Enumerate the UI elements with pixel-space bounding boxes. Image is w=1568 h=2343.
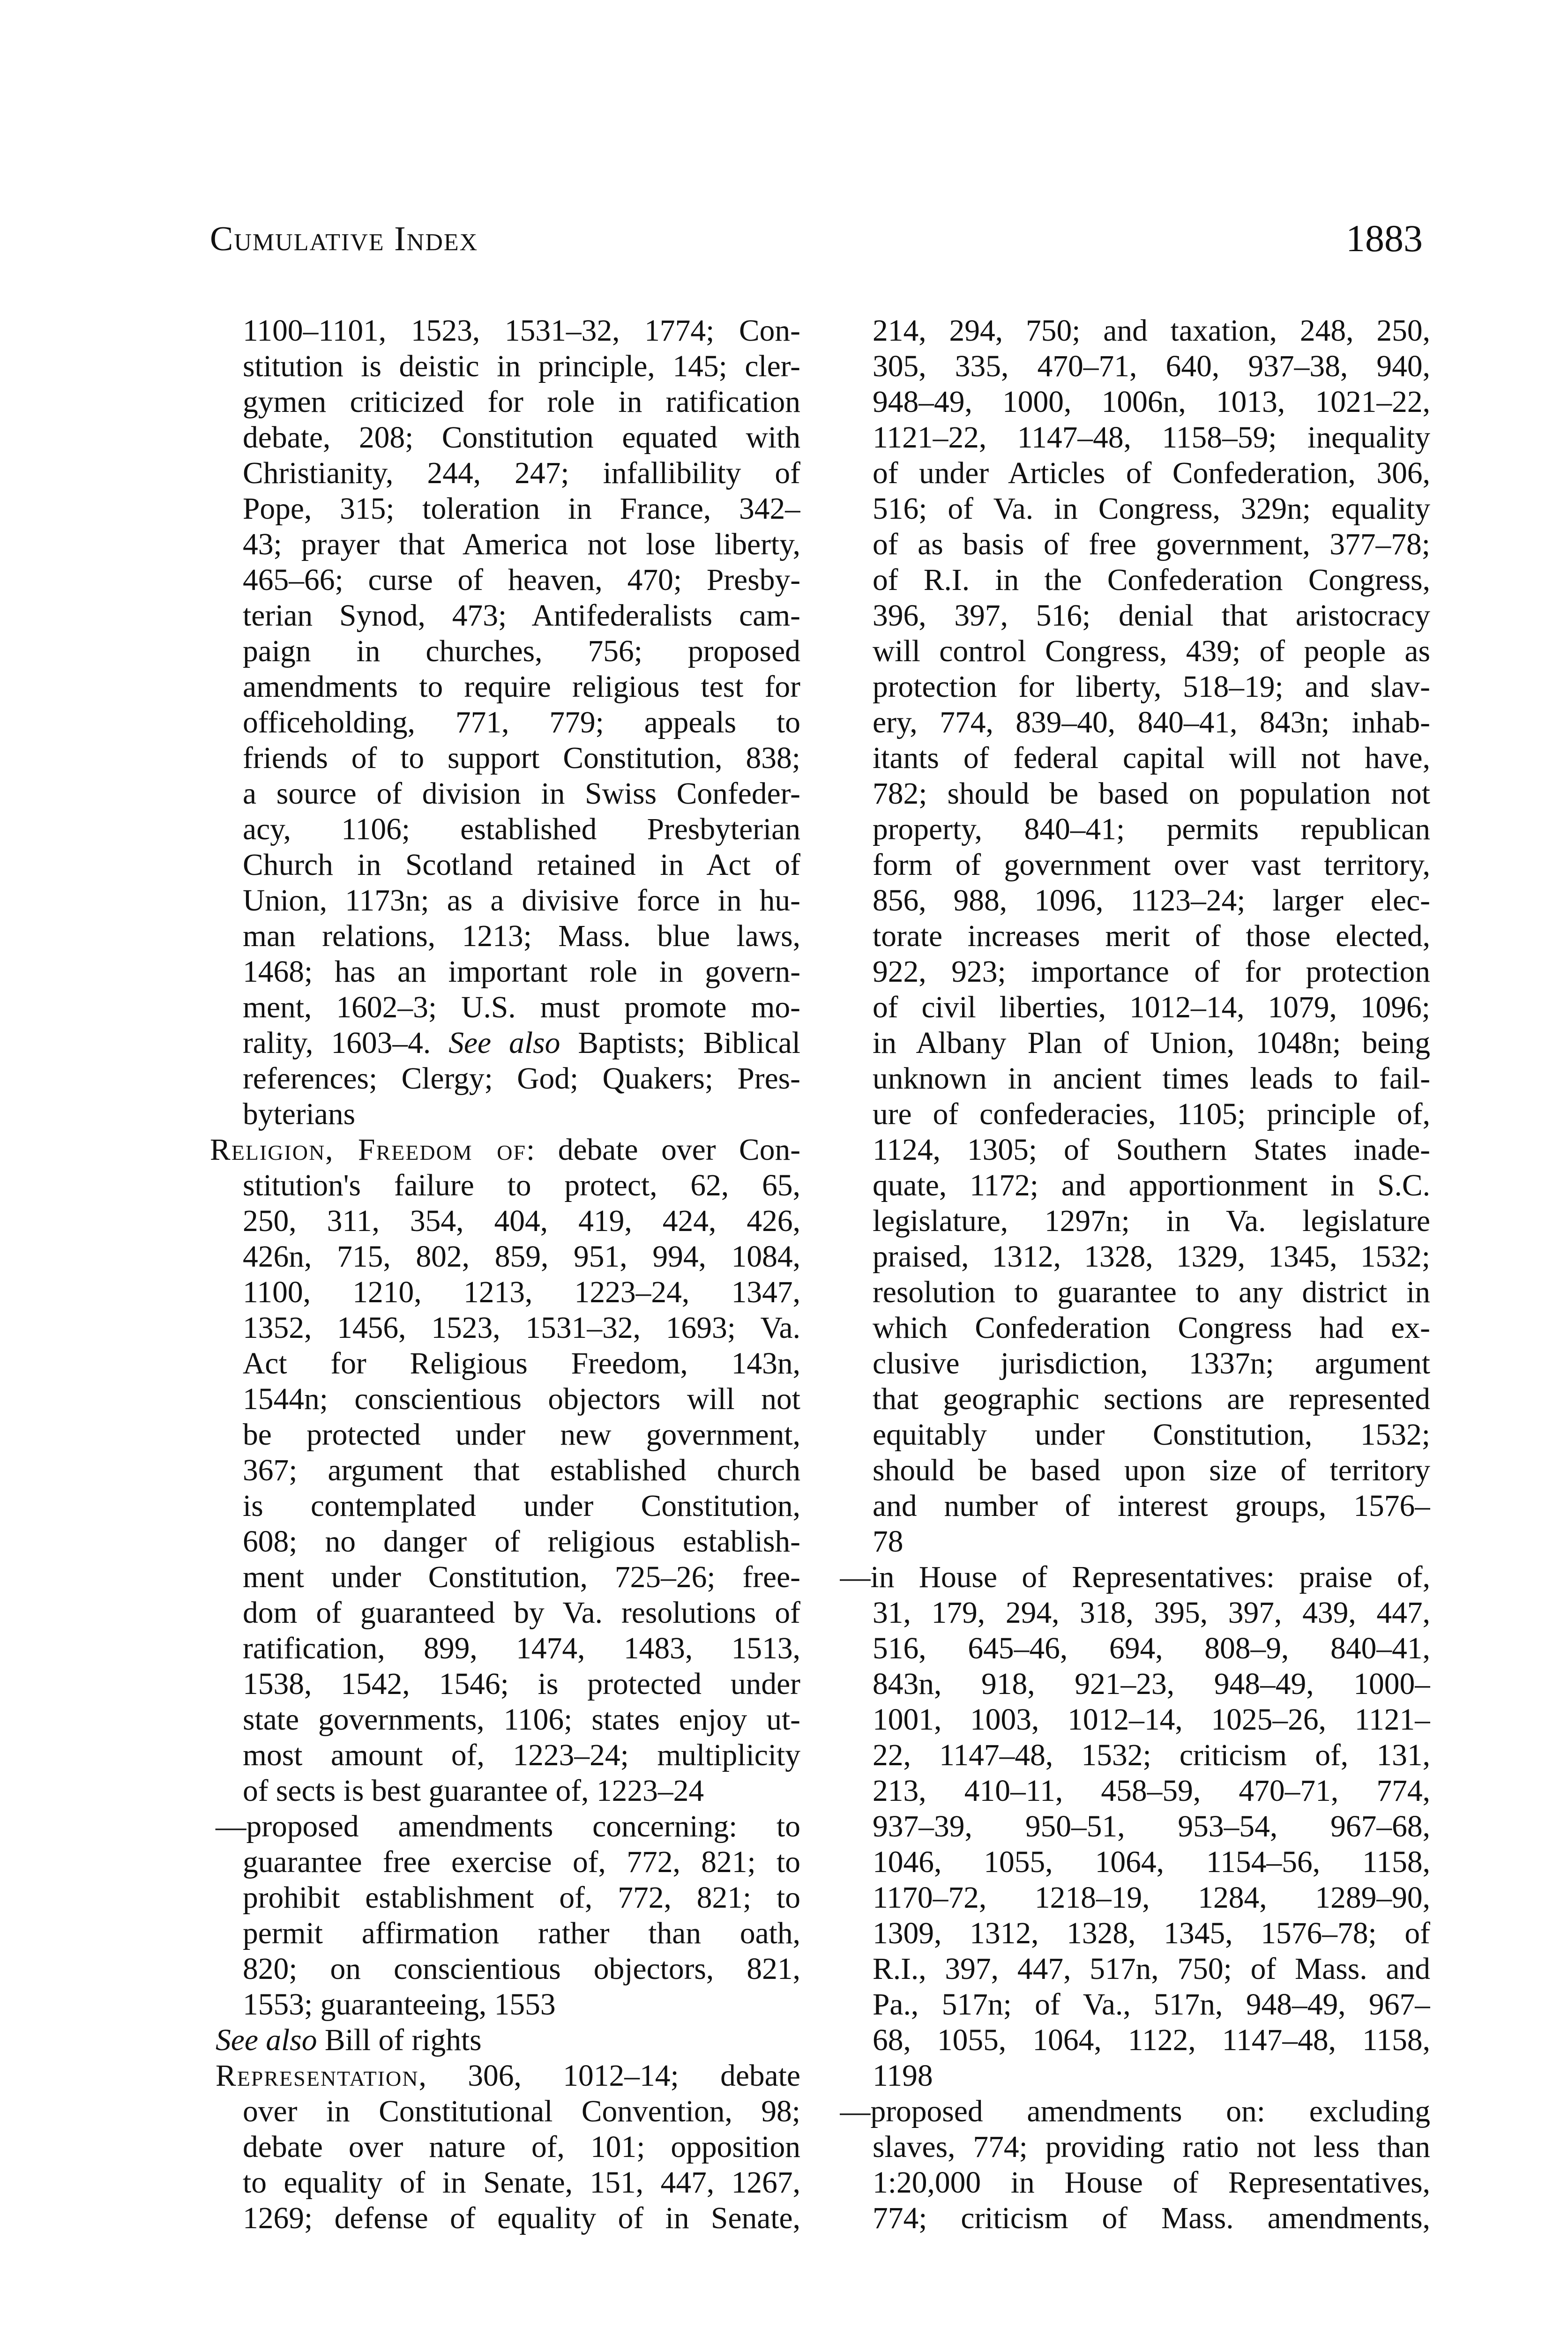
index-line (840, 313, 1430, 349)
index-text: unknown in ancient times leads to fail- (873, 1062, 1430, 1096)
index-text: acy, 1106; established Presbyterian (243, 813, 800, 846)
index-line (840, 1987, 1430, 2022)
index-line (840, 1417, 1430, 1453)
index-text: 22, 1147–48, 1532; criticism of, 131, (873, 1739, 1430, 1772)
index-line (840, 847, 1430, 883)
index-line (210, 1381, 800, 1417)
index-line (840, 1844, 1430, 1880)
index-text: that geographic sections are represented (873, 1382, 1430, 1416)
index-text: Christianity, 244, 247; infallibility of (243, 456, 800, 490)
index-text: 31, 179, 294, 318, 395, 397, 439, 447, (873, 1596, 1430, 1630)
index-text: —in House of Representatives: praise of, (840, 1560, 1430, 1594)
index-text: —proposed amendments on: excluding (840, 2095, 1430, 2128)
index-text: of as basis of free government, 377–78; (873, 528, 1430, 561)
index-text: a source of division in Swiss Confeder- (243, 777, 800, 811)
index-line (210, 1346, 800, 1381)
index-line (840, 883, 1430, 918)
index-text: , 306, 1012–14; debate (418, 2059, 800, 2093)
index-text: in Albany Plan of Union, 1048n; being (873, 1026, 1430, 1060)
index-line (210, 1809, 800, 1844)
index-text: man relations, 1213; Mass. blue laws, (243, 919, 800, 953)
index-line (840, 1595, 1430, 1631)
index-text: 1544n; conscientious objectors will not (243, 1382, 800, 1416)
index-text: 1100, 1210, 1213, 1223–24, 1347, (243, 1276, 800, 1309)
index-line (210, 527, 800, 562)
index-line (840, 1880, 1430, 1916)
index-text: praised, 1312, 1328, 1329, 1345, 1532; (873, 1240, 1430, 1274)
cross-reference-label: See also (448, 1026, 560, 1060)
index-line (840, 598, 1430, 634)
index-text: ment under Constitution, 725–26; free- (243, 1560, 800, 1594)
index-text: 1309, 1312, 1328, 1345, 1576–78; of (873, 1917, 1430, 1950)
running-head: Cumulative Index (210, 220, 478, 258)
index-text: most amount of, 1223–24; multiplicity (243, 1739, 800, 1772)
index-line (840, 562, 1430, 598)
index-text: form of government over vast territory, (873, 848, 1430, 882)
index-text: 1198 (873, 2059, 933, 2093)
index-line (840, 455, 1430, 491)
index-text: 1553; guaranteeing, 1553 (243, 1988, 556, 2022)
index-text: 1124, 1305; of Southern States inade- (873, 1133, 1430, 1167)
index-text: protection for liberty, 518–19; and slav- (873, 670, 1430, 704)
index-line (210, 1560, 800, 1595)
index-line (210, 2129, 800, 2165)
index-line (840, 349, 1430, 384)
index-text: 305, 335, 470–71, 640, 937–38, 940, (873, 350, 1430, 383)
index-text: clusive jurisdiction, 1337n; argument (873, 1347, 1430, 1380)
index-text: Act for Religious Freedom, 143n, (243, 1347, 800, 1380)
index-text: 43; prayer that America not lose liberty, (243, 528, 800, 561)
index-text: Baptists; Biblical (560, 1026, 800, 1060)
index-line (840, 634, 1430, 669)
index-line (210, 705, 800, 740)
index-text: stitution is deistic in principle, 145; cler- (243, 350, 800, 383)
index-line (210, 1025, 800, 1061)
index-text: gymen criticized for role in ratification (243, 385, 800, 419)
index-text: to equality of in Senate, 151, 447, 1267, (243, 2166, 800, 2200)
index-line (210, 1061, 800, 1097)
index-text: guarantee free exercise of, 772, 821; to (243, 1845, 800, 1879)
index-line (210, 1844, 800, 1880)
index-line (210, 420, 800, 455)
index-text: equitably under Constitution, 1532; (873, 1418, 1430, 1452)
index-text: 1170–72, 1218–19, 1284, 1289–90, (873, 1881, 1430, 1915)
index-text: officeholding, 771, 779; appeals to (243, 706, 800, 739)
index-line (840, 1097, 1430, 1132)
index-line (840, 491, 1430, 527)
index-headword: Representation (216, 2059, 419, 2093)
index-line (840, 2129, 1430, 2165)
index-text: 68, 1055, 1064, 1122, 1147–48, 1158, (873, 2023, 1430, 2057)
index-text: 1121–22, 1147–48, 1158–59; inequality (873, 421, 1430, 455)
index-line (840, 1631, 1430, 1666)
index-text: 1100–1101, 1523, 1531–32, 1774; Con- (243, 314, 800, 348)
index-line (840, 740, 1430, 776)
index-text: ure of confederacies, 1105; principle of, (873, 1097, 1430, 1131)
page-number: 1883 (1346, 217, 1423, 260)
index-column-left (210, 313, 800, 2236)
index-line (840, 1346, 1430, 1381)
index-text: quate, 1172; and apportionment in S.C. (873, 1169, 1430, 1202)
index-text: debate, 208; Constitution equated with (243, 421, 800, 455)
index-text: is contemplated under Constitution, (243, 1489, 800, 1523)
index-line (840, 2022, 1430, 2058)
index-text: 367; argument that established church (243, 1454, 800, 1487)
index-text: 250, 311, 354, 404, 419, 424, 426, (243, 1204, 800, 1238)
cross-reference-label: See also (216, 2023, 317, 2057)
index-text: 1269; defense of equality of in Senate, (243, 2201, 800, 2235)
index-text: friends of to support Constitution, 838; (243, 741, 800, 775)
index-line (210, 776, 800, 812)
index-text: 1:20,000 in House of Representatives, (873, 2166, 1430, 2200)
index-line (840, 1809, 1430, 1844)
index-text: Church in Scotland retained in Act of (243, 848, 800, 882)
index-line (210, 598, 800, 634)
index-text: Bill of rights (317, 2023, 482, 2057)
index-line (210, 1916, 800, 1951)
index-text: permit affirmation rather than oath, (243, 1917, 800, 1950)
index-text: 774; criticism of Mass. amendments, (873, 2201, 1430, 2235)
index-line (840, 527, 1430, 562)
index-text: slaves, 774; providing ratio not less than (873, 2130, 1430, 2164)
index-line (840, 1702, 1430, 1738)
index-text: amendments to require religious test for (243, 670, 800, 704)
index-line (840, 1203, 1430, 1239)
index-line (210, 1275, 800, 1310)
index-text: ment, 1602–3; U.S. must promote mo- (243, 991, 800, 1024)
index-line (210, 2022, 800, 2058)
index-column-right (840, 313, 1430, 2236)
index-text: 922, 923; importance of for protection (873, 955, 1430, 989)
index-headword: Religion, Freedom of (210, 1133, 527, 1167)
index-text: 608; no danger of religious establish- (243, 1525, 800, 1559)
index-line (210, 1524, 800, 1560)
index-text: byterians (243, 1097, 356, 1131)
index-text: 1352, 1456, 1523, 1531–32, 1693; Va. (243, 1311, 800, 1345)
index-text: 843n, 918, 921–23, 948–49, 1000– (873, 1667, 1430, 1701)
index-line (840, 1524, 1430, 1560)
index-text: rality, 1603–4. (243, 1026, 449, 1060)
index-text: of R.I. in the Confederation Congress, (873, 563, 1430, 597)
index-line (210, 384, 800, 420)
index-text: 1001, 1003, 1012–14, 1025–26, 1121– (873, 1703, 1430, 1737)
index-line (840, 2201, 1430, 2236)
index-line (210, 1097, 800, 1132)
index-line (210, 1595, 800, 1631)
index-line (840, 812, 1430, 847)
index-line (210, 2058, 800, 2094)
index-text: property, 840–41; permits republican (873, 813, 1430, 846)
index-text: Pope, 315; toleration in France, 342– (243, 492, 800, 526)
index-text: 1046, 1055, 1064, 1154–56, 1158, (873, 1845, 1430, 1879)
index-line (210, 349, 800, 384)
index-line (210, 562, 800, 598)
index-line (840, 1738, 1430, 1773)
index-line (210, 1203, 800, 1239)
index-line (210, 1738, 800, 1773)
index-text: Pa., 517n; of Va., 517n, 948–49, 967– (873, 1988, 1430, 2022)
index-text: 78 (873, 1525, 903, 1559)
index-text: resolution to guarantee to any district in (873, 1276, 1430, 1309)
index-text: will control Congress, 439; of people as (873, 634, 1430, 668)
index-line (210, 1168, 800, 1203)
index-text: references; Clergy; God; Quakers; Pres- (243, 1062, 800, 1096)
index-text: of sects is best guarantee of, 1223–24 (243, 1774, 704, 1808)
index-line (210, 2165, 800, 2201)
index-line (840, 1916, 1430, 1951)
index-line (840, 1310, 1430, 1346)
index-text: debate over nature of, 101; opposition (243, 2130, 800, 2164)
index-line (210, 1631, 800, 1666)
index-line (210, 1417, 800, 1453)
index-line (210, 1951, 800, 1987)
index-line (210, 2201, 800, 2236)
index-line (210, 313, 800, 349)
index-line (210, 1310, 800, 1346)
index-text: torate increases merit of those elected, (873, 919, 1430, 953)
index-line (840, 1275, 1430, 1310)
index-line (210, 1239, 800, 1275)
index-line (210, 990, 800, 1025)
index-line (840, 2058, 1430, 2094)
index-line (210, 1132, 800, 1168)
index-line (840, 420, 1430, 455)
index-line (210, 455, 800, 491)
index-line (840, 1773, 1430, 1809)
index-line (840, 918, 1430, 954)
index-text: 213, 410–11, 458–59, 470–71, 774, (873, 1774, 1430, 1808)
index-line (210, 1453, 800, 1488)
index-text: 396, 397, 516; denial that aristocracy (873, 599, 1430, 633)
index-line (840, 1168, 1430, 1203)
index-text: : debate over Con- (526, 1133, 800, 1167)
index-line (840, 705, 1430, 740)
index-text: itants of federal capital will not have, (873, 741, 1430, 775)
index-text: 516, 645–46, 694, 808–9, 840–41, (873, 1632, 1430, 1665)
index-text: and number of interest groups, 1576– (873, 1489, 1430, 1523)
index-line (210, 1702, 800, 1738)
index-text: Union, 1173n; as a divisive force in hu- (243, 884, 800, 918)
index-line (210, 883, 800, 918)
index-line (210, 2094, 800, 2129)
index-line (840, 2165, 1430, 2201)
index-line (210, 812, 800, 847)
index-line (210, 1880, 800, 1916)
index-text: legislature, 1297n; in Va. legislature (873, 1204, 1430, 1238)
index-text: over in Constitutional Convention, 98; (243, 2095, 800, 2128)
index-text: R.I., 397, 447, 517n, 750; of Mass. and (873, 1952, 1430, 1986)
index-line (210, 1987, 800, 2022)
index-text: —proposed amendments concerning: to (216, 1810, 800, 1843)
index-text: state governments, 1106; states enjoy ut- (243, 1703, 800, 1737)
index-text: prohibit establishment of, 772, 821; to (243, 1881, 800, 1915)
index-text: 948–49, 1000, 1006n, 1013, 1021–22, (873, 385, 1430, 419)
index-line (210, 1773, 800, 1809)
index-text: terian Synod, 473; Antifederalists cam- (243, 599, 800, 633)
index-line (840, 1025, 1430, 1061)
index-line (840, 1453, 1430, 1488)
index-line (840, 1132, 1430, 1168)
index-line (840, 1239, 1430, 1275)
index-text: 214, 294, 750; and taxation, 248, 250, (873, 314, 1430, 348)
page-header (210, 219, 1423, 271)
index-text: 516; of Va. in Congress, 329n; equality (873, 492, 1430, 526)
index-line (840, 1488, 1430, 1524)
index-line (210, 847, 800, 883)
index-line (840, 1381, 1430, 1417)
index-line (210, 918, 800, 954)
index-line (840, 1560, 1430, 1595)
index-text: of under Articles of Confederation, 306, (873, 456, 1430, 490)
index-line (840, 954, 1430, 990)
index-text: 937–39, 950–51, 953–54, 967–68, (873, 1810, 1430, 1843)
index-text: 1538, 1542, 1546; is protected under (243, 1667, 800, 1701)
index-text: ratification, 899, 1474, 1483, 1513, (243, 1632, 800, 1665)
index-line (840, 990, 1430, 1025)
index-text: which Confederation Congress had ex- (873, 1311, 1430, 1345)
index-text: paign in churches, 756; proposed (243, 634, 800, 668)
index-text: of civil liberties, 1012–14, 1079, 1096; (873, 991, 1430, 1024)
index-line (210, 634, 800, 669)
index-line (840, 776, 1430, 812)
index-text: should be based upon size of territory (873, 1454, 1430, 1487)
index-line (840, 669, 1430, 705)
index-text: 856, 988, 1096, 1123–24; larger elec- (873, 884, 1430, 918)
index-text: 820; on conscientious objectors, 821, (243, 1952, 800, 1986)
index-text: 1468; has an important role in govern- (243, 955, 800, 989)
index-line (840, 1061, 1430, 1097)
index-text: 426n, 715, 802, 859, 951, 994, 1084, (243, 1240, 800, 1274)
index-text: stitution's failure to protect, 62, 65, (243, 1169, 800, 1202)
index-line (210, 491, 800, 527)
index-line (210, 669, 800, 705)
index-line (210, 1666, 800, 1702)
index-line (840, 1666, 1430, 1702)
index-line (840, 2094, 1430, 2129)
index-text: 782; should be based on population not (873, 777, 1430, 811)
index-line (210, 1488, 800, 1524)
index-line (840, 384, 1430, 420)
index-text: dom of guaranteed by Va. resolutions of (243, 1596, 800, 1630)
index-line (210, 954, 800, 990)
index-line (210, 740, 800, 776)
index-text: 465–66; curse of heaven, 470; Presby- (243, 563, 800, 597)
index-text: be protected under new government, (243, 1418, 800, 1452)
index-line (840, 1951, 1430, 1987)
index-text: ery, 774, 839–40, 840–41, 843n; inhab- (873, 706, 1430, 739)
